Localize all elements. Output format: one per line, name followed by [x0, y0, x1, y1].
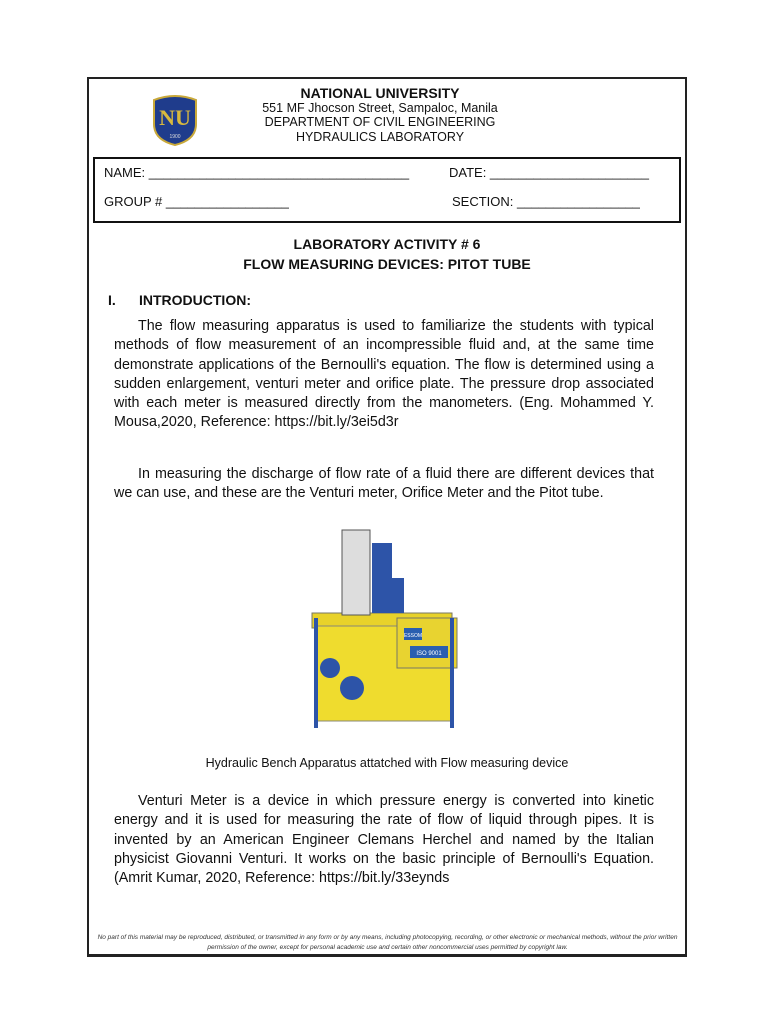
university-logo: [150, 92, 200, 146]
address: 551 MF Jhocson Street, Sampaloc, Manila: [262, 100, 498, 115]
essom-label: ESSOM: [403, 633, 423, 639]
svg-text:NU: NU: [159, 105, 191, 130]
iso-label: ISO 9001: [416, 651, 442, 657]
activity-title: LABORATORY ACTIVITY # 6: [293, 236, 481, 252]
group-field[interactable]: GROUP # _________________: [104, 194, 289, 209]
paragraph-text: In measuring the discharge of flow rate of a fluid there are different devices that we can use, and these are the Venturi meter, Orifice Meter and the Pitot tube.: [114, 466, 654, 502]
name-field[interactable]: NAME: ____________________________________: [104, 165, 410, 180]
activity-subject: FLOW MEASURING DEVICES: PITOT TUBE: [243, 256, 531, 272]
paragraph-text: Venturi Meter is a device in which pressure energy is converted into kinetic energy and it is used for measuring the rate of flow of liquid through pipes. It is invented by an American Engineer Clemans Herchel and named by the Italian physicist Giovanni Venturi. It works on the basic principle of Bernoulli's Equation. (Amrit Kumar, 2020, Reference: https://bit.ly/33eynds: [114, 793, 654, 887]
section-title: INTRODUCTION:: [139, 292, 251, 308]
department: DEPARTMENT OF CIVIL ENGINEERING: [264, 115, 496, 129]
date-field[interactable]: DATE: ______________________: [449, 165, 649, 180]
lab-name: HYDRAULICS LABORATORY: [295, 129, 465, 144]
paragraph-text: The flow measuring apparatus is used to familiarize the students with typical methods of flow measurement of an incompressible fluid and, at the same time demonstrate applications of the Bernoulli's equation. The flow is determined using a sudden enlargement, venturi meter and orifice plate. The pressure drop associated with each meter is measured directly from the manometers. (Eng. Mohammed Y. Mousa,2020, Reference: https://bit.ly/3ei5d3r: [114, 318, 654, 431]
student-info-box: [93, 157, 681, 223]
letterhead: [230, 86, 530, 144]
svg-text:1900: 1900: [169, 134, 181, 140]
section-field[interactable]: SECTION: _________________: [452, 194, 640, 209]
section-heading: [108, 292, 251, 308]
paragraph-devices: [114, 465, 654, 504]
copyright-footer: No part of this material may be reproduced, distributed, or transmitted in any form or by any means, including photocopying, recording, or other electronic or mechanical methods, without the prior written permission of the owner, except for personal academic use and certain other noncommercial uses permitted by copyright law.: [97, 934, 678, 951]
hydraulic-bench-image: [232, 518, 542, 740]
paragraph-intro: [114, 317, 654, 433]
paragraph-venturi: [114, 792, 654, 888]
university-name: NATIONAL UNIVERSITY: [300, 85, 460, 101]
figure-caption: Hydraulic Bench Apparatus attatched with Flow measuring device: [205, 756, 569, 770]
section-number: I.: [108, 292, 116, 308]
